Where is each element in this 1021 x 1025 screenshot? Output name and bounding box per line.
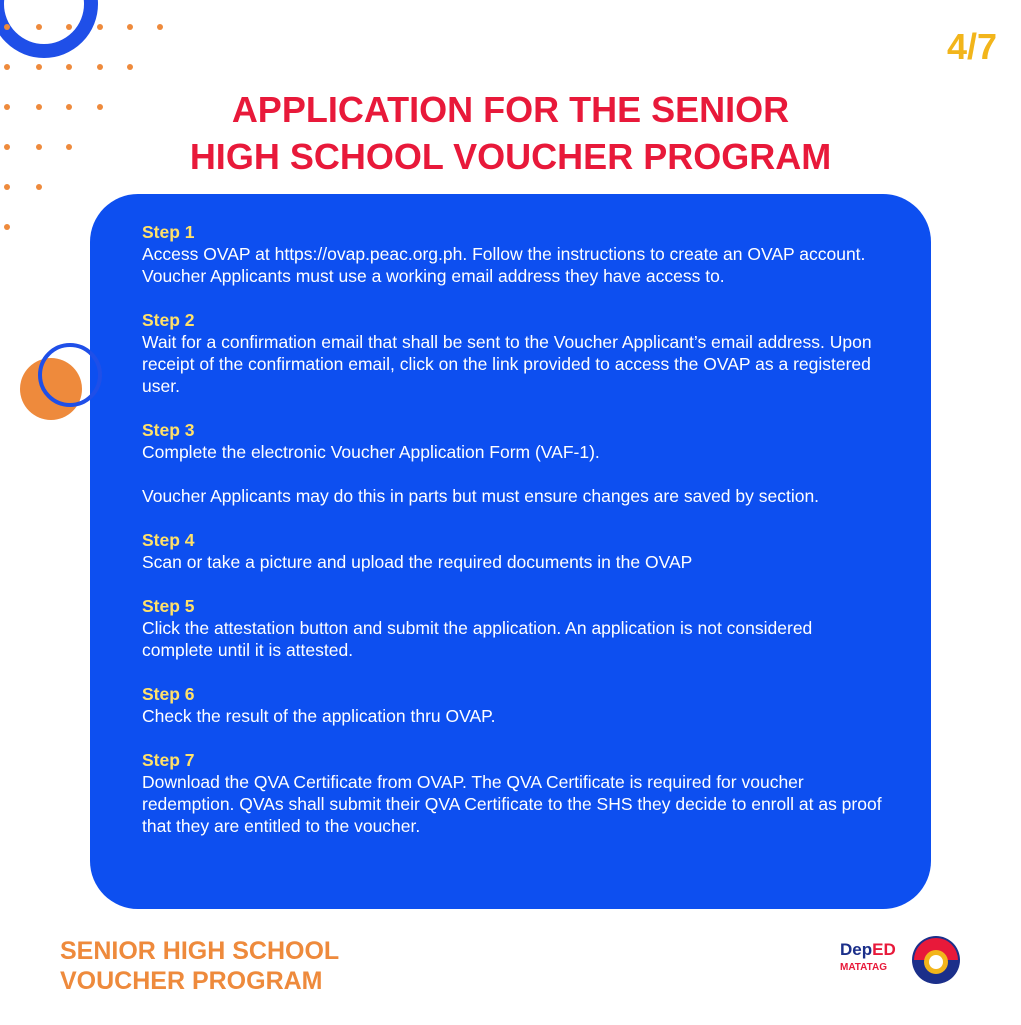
step-label: Step 3 bbox=[142, 420, 195, 440]
footer-title bbox=[60, 936, 339, 996]
step-label: Step 2 bbox=[142, 310, 195, 330]
matatag-wordmark: MATATAG bbox=[840, 962, 888, 973]
bagong-pilipinas-seal-icon bbox=[910, 934, 962, 986]
step-item bbox=[142, 221, 882, 287]
step-label: Step 4 bbox=[142, 530, 195, 550]
steps-list bbox=[142, 221, 882, 859]
steps-card bbox=[90, 194, 931, 909]
page-title bbox=[0, 86, 1021, 180]
deped-wordmark bbox=[840, 940, 896, 960]
step-item bbox=[142, 309, 882, 397]
step-label: Step 7 bbox=[142, 750, 195, 770]
step-text: Check the result of the application thru OVAP. bbox=[142, 706, 496, 726]
deped-prefix: Dep bbox=[840, 940, 873, 959]
page-number: 4/7 bbox=[946, 26, 997, 67]
title-line-2: HIGH SCHOOL VOUCHER PROGRAM bbox=[189, 136, 832, 177]
step-text: Scan or take a picture and upload the required documents in the OVAP bbox=[142, 552, 693, 572]
step-label: Step 6 bbox=[142, 684, 195, 704]
step-text: Download the QVA Certificate from OVAP. The QVA Certificate is required for voucher redemption. QVAs shall submit their QVA Certificate to the SHS they decide to enroll at as proof that they are entitled to the voucher. bbox=[142, 772, 882, 836]
step-item bbox=[142, 529, 882, 573]
step-item bbox=[142, 749, 882, 837]
deped-suffix: ED bbox=[872, 940, 896, 959]
decorative-blue-ring bbox=[38, 343, 102, 407]
footer-line-2: VOUCHER PROGRAM bbox=[60, 967, 323, 995]
step-text: Click the attestation button and submit the application. An application is not considered complete until it is attested. bbox=[142, 618, 813, 660]
step-item bbox=[142, 683, 882, 727]
footer-line-1: SENIOR HIGH SCHOOL bbox=[60, 937, 340, 965]
step-item bbox=[142, 595, 882, 661]
title-line-1: APPLICATION FOR THE SENIOR bbox=[231, 89, 790, 130]
step-item bbox=[142, 419, 882, 507]
step-label: Step 1 bbox=[142, 222, 195, 242]
step-text: Complete the electronic Voucher Application Form (VAF-1). bbox=[142, 442, 600, 462]
deped-logo bbox=[838, 932, 896, 990]
step-label: Step 5 bbox=[142, 596, 195, 616]
step-text: Voucher Applicants may do this in parts but must ensure changes are saved by section. bbox=[142, 486, 820, 506]
step-text: Access OVAP at https://ovap.peac.org.ph. Follow the instructions to create an OVAP account. Voucher Applicants must use a working email address they have access to. bbox=[142, 244, 866, 286]
logos bbox=[838, 932, 968, 992]
step-text: Wait for a confirmation email that shall be sent to the Voucher Applicant’s email address. Upon receipt of the confirmation email, click on the link provided to access the OVAP as a registered user. bbox=[142, 332, 872, 396]
